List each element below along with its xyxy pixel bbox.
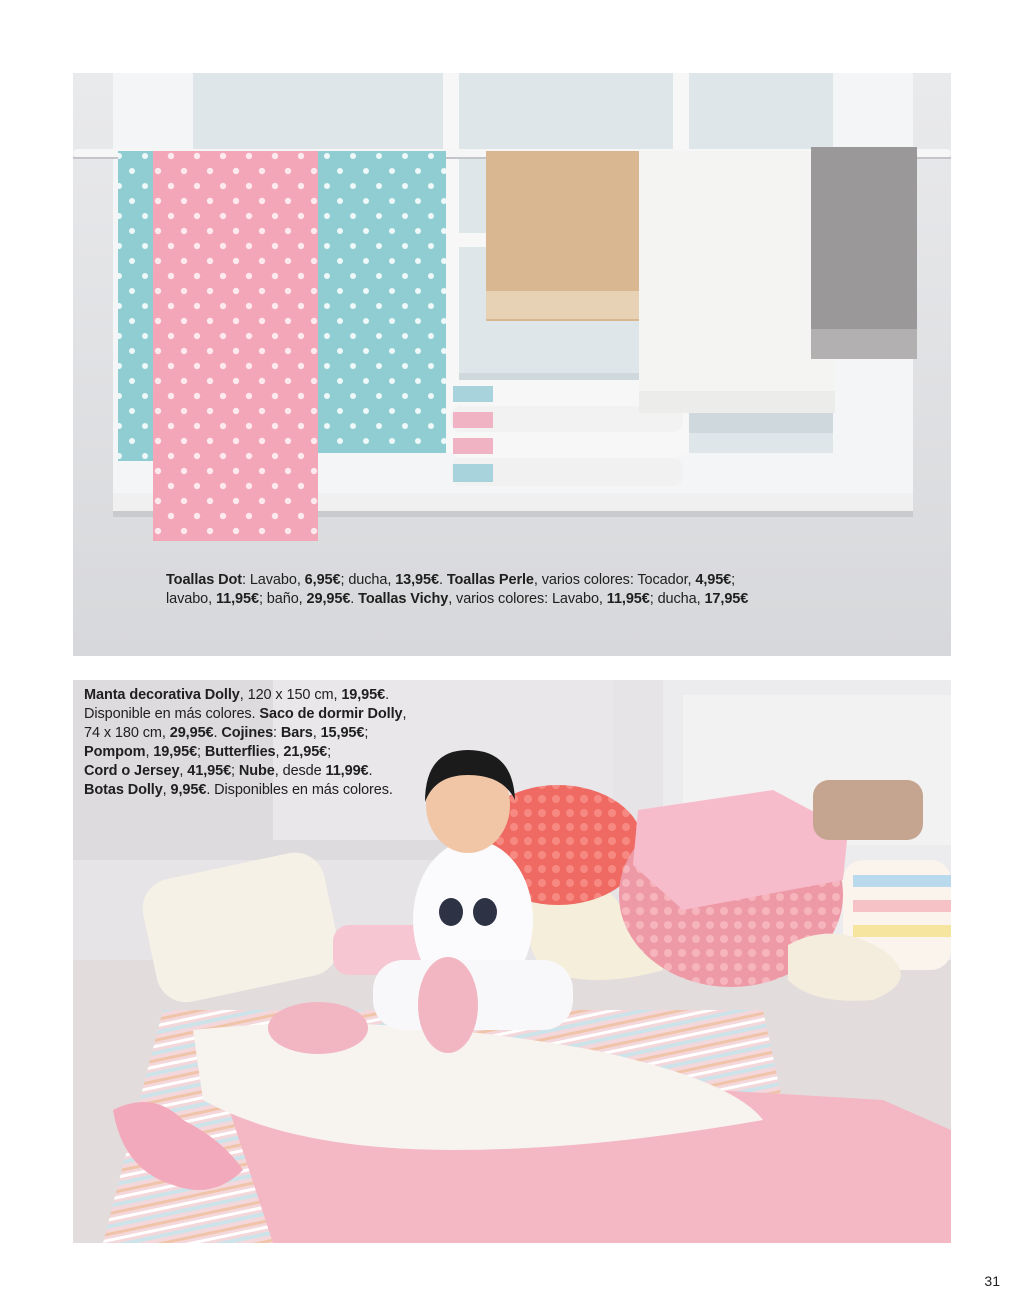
caption-text: , desde [274,763,326,779]
caption-text: , [162,782,171,798]
product-name: Pompom [84,744,146,760]
caption-text: , [275,744,284,760]
caption-text: Disponible en más colores. [84,706,260,722]
product-name: Saco de dormir Dolly [259,706,403,722]
caption-text: : [273,725,281,741]
caption-text: . [350,591,359,607]
caption-text: , [402,706,407,722]
caption-text: ; [364,725,369,741]
caption-text: ; [327,744,332,760]
price: 13,95€ [395,572,439,588]
price: 17,95€ [704,591,749,607]
towels-photo [73,73,951,656]
price: 11,95€ [606,591,650,607]
towels-caption [166,571,866,609]
kids-caption-line-3 [84,724,484,743]
product-name: Toallas Dot [166,572,242,588]
price: 4,95€ [695,572,732,588]
page-number: 31 [984,1273,1000,1289]
price: 9,95€ [170,782,207,798]
product-name: Toallas Perle [446,572,534,588]
caption-text: , [145,744,154,760]
price: 21,95€ [283,744,328,760]
caption-text: : Lavabo, [241,572,305,588]
caption-text: ; ducha, [340,572,396,588]
caption-text: ; ducha, [649,591,705,607]
caption-text: , varios colores: Lavabo, [448,591,607,607]
price: 41,95€ [187,763,232,779]
price: 19,95€ [153,744,198,760]
caption-text: . [385,687,390,703]
product-name: Nube [238,763,275,779]
caption-text: , varios colores: Tocador, [533,572,696,588]
price: 19,95€ [341,687,386,703]
towels-caption-line-1 [166,571,866,590]
caption-text: ; [231,763,239,779]
product-name: Cord o Jersey [84,763,180,779]
caption-text: , [179,763,188,779]
caption-text: ; baño, [258,591,307,607]
caption-text: . [213,725,222,741]
kids-caption-line-1 [84,686,484,705]
caption-text: lavabo, [166,591,216,607]
caption-text: ; [731,572,736,588]
kids-caption-line-6 [84,781,484,800]
price: 11,99€ [325,763,369,779]
kids-caption-line-4 [84,743,484,762]
kids-caption [84,686,484,800]
caption-text: ; [197,744,205,760]
price: 29,95€ [306,591,351,607]
price: 11,95€ [216,591,259,607]
product-name: Cojines [221,725,274,741]
caption-text: . [368,763,373,779]
caption-text: 74 x 180 cm, [84,725,170,741]
towels-caption-line-2 [166,590,866,609]
kids-caption-line-2 [84,705,484,724]
caption-text: . Disponibles en más colores. [206,782,393,798]
price: 15,95€ [320,725,365,741]
product-name: Butterflies [204,744,276,760]
price: 29,95€ [169,725,214,741]
towels-illustration [73,73,951,656]
caption-text: . [438,572,447,588]
product-name: Toallas Vichy [358,591,449,607]
caption-text: , [312,725,321,741]
kids-caption-line-5 [84,762,484,781]
product-name: Manta decorativa Dolly [84,687,240,703]
product-name: Bars [280,725,313,741]
product-name: Botas Dolly [84,782,163,798]
caption-text: , 120 x 150 cm, [239,687,342,703]
price: 6,95€ [304,572,341,588]
